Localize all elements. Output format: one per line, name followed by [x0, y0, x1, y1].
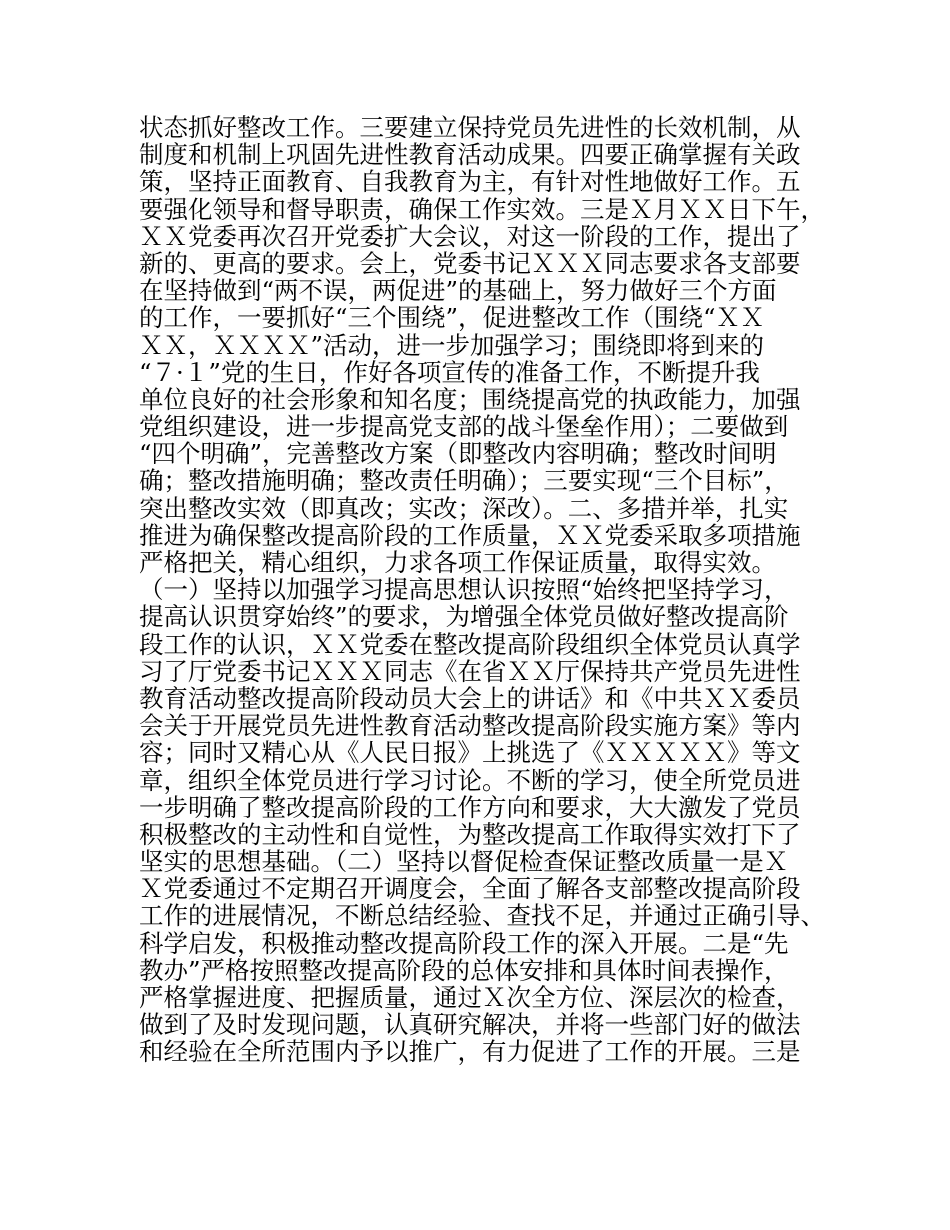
text-line: 突出整改实效（即真改；实改；深改）。二、多措并举，扎实: [139, 494, 789, 522]
text-line: 新的、更高的要求。会上，党委书记ＸＸＸ同志要求各支部要: [139, 249, 801, 278]
text-line: 策，坚持正面教育、自我教育为主，有针对性地做好工作。五: [139, 168, 801, 196]
text-line: 科学启发，积极推动整改提高阶段工作的深入开展。二是“先: [139, 929, 789, 957]
text-line: 和经验在全所范围内予以推广，有力促进了工作的开展。三是: [139, 1038, 801, 1066]
text-line: 在坚持做到“两不误，两促进”的基础上，努力做好三个方面: [139, 277, 777, 305]
text-line: 严格掌握进度、把握质量，通过Ｘ次全方位、深层次的检查，: [139, 984, 801, 1012]
text-line: 段工作的认识，ＸＸ党委在整改提高阶段组织全体党员认真学: [139, 630, 801, 658]
text-line: 状态抓好整改工作。三要建立保持党员先进性的长效机制，从: [139, 114, 801, 142]
text-line: Ｘ党委通过不定期召开调度会，全面了解各支部整改提高阶段: [139, 875, 801, 903]
text-line: 做到了及时发现问题，认真研究解决，并将一些部门好的做法: [139, 1011, 801, 1039]
text-line: 一步明确了整改提高阶段的工作方向和要求，大大激发了党员: [139, 793, 801, 821]
text-line: 要强化领导和督导职责，确保工作实效。三是Ｘ月ＸＸ日下午，: [139, 195, 825, 223]
text-line: 工作的进展情况，不断总结经验、查找不足，并通过正确引导、: [139, 902, 825, 930]
text-line: 单位良好的社会形象和知名度；围绕提高党的执政能力，加强: [139, 385, 801, 414]
text-line: 确；整改措施明确；整改责任明确）；三要实现“三个目标”，: [139, 467, 789, 495]
text-line: 党组织建设，进一步提高党支部的战斗堡垒作用）；二要做到: [139, 413, 789, 441]
text-line: 教办”严格按照整改提高阶段的总体安排和具体时间表操作，: [139, 956, 789, 984]
text-line: （一）坚持以加强学习提高思想认识按照“始终把坚持学习，: [139, 576, 789, 604]
text-line: 提高认识贯穿始终”的要求，为增强全体党员做好整改提高阶: [139, 603, 789, 631]
text-line: 严格把关，精心组织，力求各项工作保证质量，取得实效。: [139, 549, 776, 577]
text-line: 章，组织全体党员进行学习讨论。不断的学习，使全所党员进: [139, 766, 801, 794]
text-line: 积极整改的主动性和自觉性，为整改提高工作取得实效打下了: [139, 820, 801, 849]
text-line: “７·１”党的生日，作好各项宣传的准备工作，不断提升我: [139, 358, 760, 386]
text-line: “四个明确”，完善整改方案（即整改内容明确；整改时间明: [139, 440, 777, 468]
text-line: ＸＸ党委再次召开党委扩大会议，对这一阶段的工作，提出了: [139, 222, 801, 250]
text-line: 教育活动整改提高阶段动员大会上的讲话》和《中共ＸＸ委员: [139, 684, 801, 713]
text-line: 会关于开展党员先进性教育活动整改提高阶段实施方案》等内: [139, 712, 801, 740]
text-line: 坚实的思想基础。（二）坚持以督促检查保证整改质量一是Ｘ: [139, 848, 789, 876]
text-line: 推进为确保整改提高阶段的工作质量，ＸＸ党委采取多项措施: [139, 521, 801, 549]
text-line: 习了厅党委书记ＸＸＸ同志《在省ＸＸ厅保持共产党员先进性: [139, 657, 801, 685]
text-line: 制度和机制上巩固先进性教育活动成果。四要正确掌握有关政: [139, 141, 801, 169]
body-text: [139, 114, 829, 1066]
text-line: 的工作，一要抓好“三个围绕”，促进整改工作（围绕“ＸＸ: [139, 304, 765, 332]
text-line: 容；同时又精心从《人民日报》上挑选了《ＸＸＸＸＸ》等文: [139, 739, 801, 767]
text-line: ＸＸ，ＸＸＸＸ”活动，进一步加强学习；围绕即将到来的: [139, 331, 765, 359]
